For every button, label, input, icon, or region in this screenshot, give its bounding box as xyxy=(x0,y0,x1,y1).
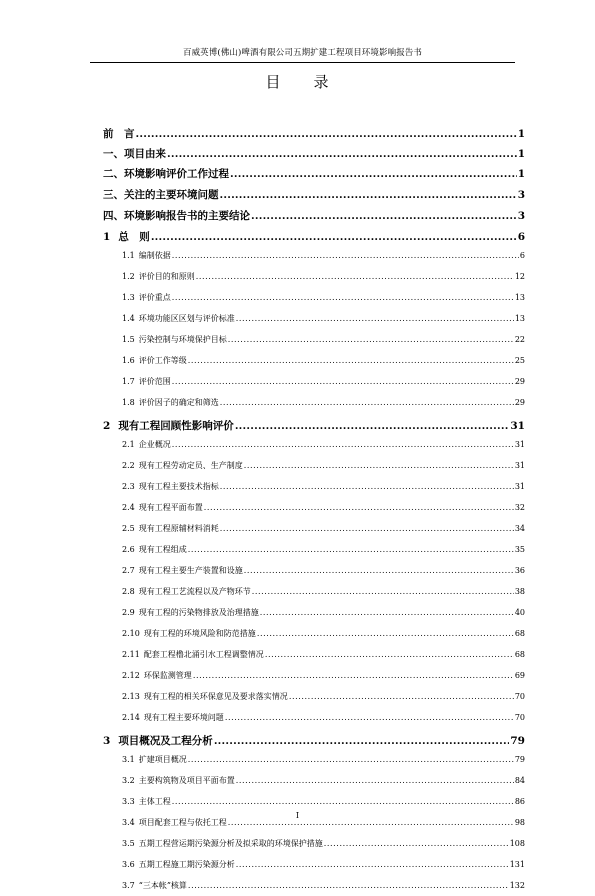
dot-leader xyxy=(252,587,514,596)
toc-entry-page: 13 xyxy=(514,314,525,323)
toc-entry-title: 评价因子的确定和筛选 xyxy=(138,398,219,407)
toc-entry-title: 评价目的和原则 xyxy=(138,272,195,281)
toc-entry-title: 二、环境影响评价工作过程 xyxy=(103,168,229,180)
toc-entry-page: 68 xyxy=(514,629,525,638)
toc-entry[interactable] xyxy=(122,502,525,518)
toc-entry[interactable] xyxy=(122,292,525,308)
toc-entry[interactable] xyxy=(122,880,525,896)
toc-entry-title: 扩建项目概况 xyxy=(138,755,187,764)
toc-entry-title: 四、环境影响报告书的主要结论 xyxy=(103,210,250,222)
dot-leader xyxy=(188,755,514,764)
toc-entry-title: 现有工程组成 xyxy=(138,545,187,554)
dot-leader xyxy=(265,650,514,659)
toc-entry-number: 2.10 xyxy=(122,629,140,638)
dot-leader xyxy=(251,210,517,222)
toc-entry-page: 1 xyxy=(517,168,525,180)
dot-leader xyxy=(188,881,509,890)
toc-entry-title: 项目配套工程与依托工程 xyxy=(138,818,227,827)
toc-entry[interactable] xyxy=(122,796,525,812)
dot-leader xyxy=(260,608,514,617)
toc-entry-page: 79 xyxy=(510,735,525,747)
dot-leader xyxy=(214,735,510,747)
toc-entry-number: 1.8 xyxy=(122,398,135,407)
toc-entry-title: 现有工程的污染物排放及治理措施 xyxy=(138,608,259,617)
toc-entry-page: 98 xyxy=(514,818,525,827)
dot-leader xyxy=(257,629,514,638)
toc-entry-title: 五期工程营运期污染源分析及拟采取的环境保护措施 xyxy=(138,839,323,848)
toc-entry-title: 现有工程工艺流程以及产物环节 xyxy=(138,587,251,596)
dot-leader xyxy=(172,797,514,806)
toc-entry-page: 1 xyxy=(517,148,525,160)
toc-entry-number: 1 xyxy=(103,231,111,243)
toc-entry-page: 70 xyxy=(514,692,525,701)
dot-leader xyxy=(220,482,514,491)
toc-entry-page: 31 xyxy=(510,420,525,432)
toc-entry-number: 2.4 xyxy=(122,503,135,512)
toc-entry-number: 1.6 xyxy=(122,356,135,365)
toc-entry[interactable] xyxy=(122,670,525,686)
toc-entry-page: 3 xyxy=(517,189,525,201)
toc-entry-number: 1.1 xyxy=(122,251,135,260)
header-rule xyxy=(90,62,515,63)
toc-entry-page: 31 xyxy=(514,461,525,470)
page-number: I xyxy=(295,811,300,820)
toc-entry-page: 69 xyxy=(514,671,525,680)
toc-entry[interactable] xyxy=(122,607,525,623)
toc-entry-number: 2.9 xyxy=(122,608,135,617)
toc-entry-number: 2.14 xyxy=(122,713,140,722)
toc-entry-title: 主体工程 xyxy=(138,797,171,806)
dot-leader xyxy=(193,671,514,680)
toc-entry-number: 3.4 xyxy=(122,818,135,827)
toc-entry-page: 40 xyxy=(514,608,525,617)
toc-entry-title: 编制依据 xyxy=(138,251,171,260)
dot-leader xyxy=(230,168,517,180)
toc-entry-page: 84 xyxy=(514,776,525,785)
toc-entry[interactable] xyxy=(122,586,525,602)
dot-leader xyxy=(172,293,514,302)
toc-entry[interactable] xyxy=(122,565,525,581)
dot-leader xyxy=(172,377,514,386)
toc-entry[interactable] xyxy=(122,376,525,392)
toc-entry-title: 现有工程主要环境问题 xyxy=(143,713,224,722)
toc-entry-title: 主要构筑物及项目平面布置 xyxy=(138,776,235,785)
dot-leader xyxy=(220,189,517,201)
toc-entry-title: 现有工程劳动定员、生产制度 xyxy=(138,461,243,470)
toc-entry-title: 环境功能区区划与评价标准 xyxy=(138,314,235,323)
toc-entry-page: 6 xyxy=(517,231,525,243)
toc-entry-number: 3.7 xyxy=(122,881,135,890)
toc-entry-title: 一、项目由来 xyxy=(103,148,166,160)
toc-entry[interactable] xyxy=(103,146,525,164)
dot-leader xyxy=(236,314,514,323)
toc-entry-number: 3.2 xyxy=(122,776,135,785)
toc-entry-number: 1.5 xyxy=(122,335,135,344)
toc-entry-number: 1.2 xyxy=(122,272,135,281)
toc-entry[interactable] xyxy=(122,271,525,287)
dot-leader xyxy=(244,461,514,470)
toc-entry-title: 前 言 xyxy=(103,128,135,140)
toc-entry[interactable] xyxy=(122,859,525,875)
toc-entry[interactable] xyxy=(122,313,525,329)
toc-entry-title: 五期工程施工期污染源分析 xyxy=(138,860,235,869)
toc-entry-title: 现有工程主要技术指标 xyxy=(138,482,219,491)
toc-entry-title: 现有工程回顾性影响评价 xyxy=(118,420,234,432)
toc-entry-title: 评价范围 xyxy=(138,377,171,386)
toc-entry[interactable] xyxy=(122,754,525,770)
toc-entry-page: 31 xyxy=(514,482,525,491)
toc-entry-number: 3 xyxy=(103,735,111,747)
toc-entry-title: “三本帐”核算 xyxy=(138,881,187,890)
dot-leader xyxy=(244,566,514,575)
toc-entry-number: 1.3 xyxy=(122,293,135,302)
toc-entry-page: 35 xyxy=(514,545,525,554)
toc-entry-page: 70 xyxy=(514,713,525,722)
dot-leader xyxy=(172,251,519,260)
toc-entry-number: 1.4 xyxy=(122,314,135,323)
toc-entry[interactable] xyxy=(122,481,525,497)
dot-leader xyxy=(151,231,517,243)
toc-entry[interactable] xyxy=(122,691,525,707)
toc-entry[interactable] xyxy=(103,187,525,205)
toc-entry-page: 36 xyxy=(514,566,525,575)
toc-entry-number: 1.7 xyxy=(122,377,135,386)
dot-leader xyxy=(220,398,514,407)
toc-entry-page: 38 xyxy=(514,587,525,596)
toc-entry-title: 总 则 xyxy=(118,231,150,243)
toc-entry-page: 25 xyxy=(514,356,525,365)
toc-entry[interactable] xyxy=(122,628,525,644)
toc-entry-title: 评价工作等级 xyxy=(138,356,187,365)
toc-entry-number: 3.5 xyxy=(122,839,135,848)
toc-entry-page: 79 xyxy=(514,755,525,764)
toc-entry-number: 2.13 xyxy=(122,692,140,701)
toc-entry-number: 2.12 xyxy=(122,671,140,680)
toc-entry-title: 环保监测管理 xyxy=(143,671,192,680)
page-title: 目 录 xyxy=(265,73,330,91)
toc-entry-page: 131 xyxy=(509,860,525,869)
dot-leader xyxy=(136,128,517,140)
toc-entry[interactable] xyxy=(122,544,525,560)
toc-entry-page: 34 xyxy=(514,524,525,533)
toc-entry-title: 污染控制与环境保护目标 xyxy=(138,335,227,344)
toc-entry[interactable] xyxy=(122,397,525,413)
dot-leader xyxy=(225,713,514,722)
dot-leader xyxy=(324,839,509,848)
toc-entry-number: 2.1 xyxy=(122,440,135,449)
toc-entry[interactable] xyxy=(122,334,525,350)
dot-leader xyxy=(289,692,514,701)
toc-entry-page: 32 xyxy=(514,503,525,512)
toc-entry-page: 22 xyxy=(514,335,525,344)
toc-entry[interactable] xyxy=(122,523,525,539)
running-header: 百威英博(佛山)啤酒有限公司五期扩建工程项目环境影响报告书 xyxy=(182,48,423,58)
dot-leader xyxy=(204,503,514,512)
toc-entry[interactable] xyxy=(122,838,525,854)
toc-entry-number: 2.3 xyxy=(122,482,135,491)
toc-entry-page: 68 xyxy=(514,650,525,659)
toc-entry[interactable] xyxy=(103,229,525,247)
toc-entry-title: 企业概况 xyxy=(138,440,171,449)
toc-entry-page: 108 xyxy=(509,839,525,848)
toc-entry[interactable] xyxy=(122,250,525,266)
toc-entry-number: 3.1 xyxy=(122,755,135,764)
toc-entry[interactable] xyxy=(103,126,525,144)
toc-entry-title: 项目概况及工程分析 xyxy=(118,735,213,747)
toc-entry-title: 现有工程原辅材料消耗 xyxy=(138,524,219,533)
toc-entry-page: 12 xyxy=(514,272,525,281)
toc-entry-number: 2.2 xyxy=(122,461,135,470)
dot-leader xyxy=(167,148,517,160)
toc-entry-title: 现有工程的环境风险和防范措施 xyxy=(143,629,256,638)
toc-entry-page: 29 xyxy=(514,398,525,407)
toc-entry-title: 现有工程主要生产装置和设施 xyxy=(138,566,243,575)
toc-entry-page: 13 xyxy=(514,293,525,302)
toc-entry-title: 现有工程平面布置 xyxy=(138,503,203,512)
toc-entry[interactable] xyxy=(103,166,525,184)
toc-entry-title: 评价重点 xyxy=(138,293,171,302)
dot-leader xyxy=(172,440,514,449)
toc-entry-number: 3.3 xyxy=(122,797,135,806)
toc-entry-page: 86 xyxy=(514,797,525,806)
toc-entry[interactable] xyxy=(122,355,525,371)
toc-entry-title: 配套工程橹北涌引水工程调整情况 xyxy=(143,650,264,659)
dot-leader xyxy=(188,545,514,554)
toc-entry[interactable] xyxy=(122,775,525,791)
dot-leader xyxy=(188,356,514,365)
dot-leader xyxy=(220,524,514,533)
toc-entry-number: 2.7 xyxy=(122,566,135,575)
toc-entry[interactable] xyxy=(122,649,525,665)
toc-entry-title: 现有工程的相关环保意见及要求落实情况 xyxy=(143,692,288,701)
toc-entry[interactable] xyxy=(122,460,525,476)
toc-entry-page: 3 xyxy=(517,210,525,222)
dot-leader xyxy=(236,860,509,869)
toc-entry-page: 31 xyxy=(514,440,525,449)
toc-entry-page: 6 xyxy=(519,251,525,260)
toc-entry-number: 2.8 xyxy=(122,587,135,596)
toc-entry-number: 2.5 xyxy=(122,524,135,533)
toc-entry-page: 132 xyxy=(509,881,525,890)
toc-entry-page: 29 xyxy=(514,377,525,386)
toc-entry-number: 2 xyxy=(103,420,111,432)
toc-entry[interactable] xyxy=(103,208,525,226)
dot-leader xyxy=(196,272,514,281)
toc-entry[interactable] xyxy=(122,439,525,455)
dot-leader xyxy=(236,776,514,785)
toc-entry[interactable] xyxy=(122,712,525,728)
toc-entry-number: 2.6 xyxy=(122,545,135,554)
dot-leader xyxy=(228,335,514,344)
toc-entry[interactable] xyxy=(103,418,525,436)
toc-entry-number: 3.6 xyxy=(122,860,135,869)
toc-entry-title: 三、关注的主要环境问题 xyxy=(103,189,219,201)
toc-entry[interactable] xyxy=(103,733,525,751)
dot-leader xyxy=(235,420,510,432)
toc-entry-page: 1 xyxy=(517,128,525,140)
toc-entry-number: 2.11 xyxy=(122,650,140,659)
